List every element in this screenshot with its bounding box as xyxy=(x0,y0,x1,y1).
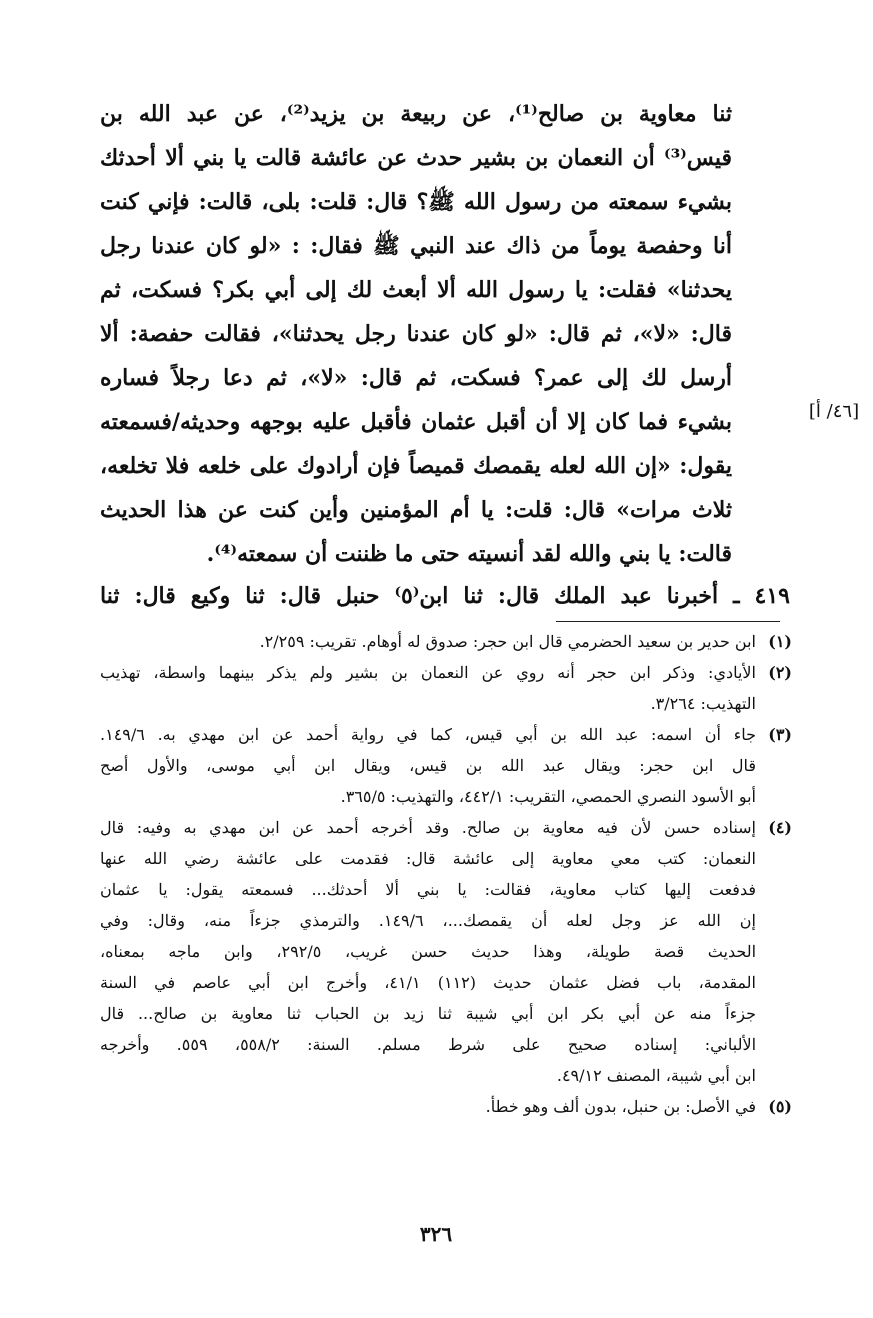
footnote-line: ابن حدير بن سعيد الحضرمي قال ابن حجر: صدوق له أوهام. تقريب: ٢/٢٥٩. xyxy=(259,632,756,651)
main-text-line: ثلاث مرات» قال: قلت: يا أم المؤمنين وأين كنت عن هذا الحديث xyxy=(100,497,732,523)
main-text-line: قالت: يا بني والله لقد أنسيته حتى ما ظننت أن سمعته⁽⁴⁾. xyxy=(206,541,732,567)
page-number: ٣٢٦ xyxy=(419,1222,453,1246)
footnotes xyxy=(100,626,792,1122)
footnote-line: النعمان: كتب معي معاوية إلى عائشة قال: فقدمت على عائشة رضي الله عنها xyxy=(100,849,756,868)
main-text-line: يقول: «إن الله لعله يقمصك قميصاً فإن أرادوك على خلعه فلا تخلعه، xyxy=(100,453,732,479)
footnote-line: الأيادي: وذكر ابن حجر أنه روي عن النعمان بن بشير ولم يذكر بينهما واسطة، تهذيب xyxy=(100,663,756,682)
footnote-line: جاء أن اسمه: عبد الله بن أبي قيس، كما في رواية أحمد عن ابن مهدي به. ١٤٩/٦. xyxy=(100,725,756,744)
footnote-line: إسناده حسن لأن فيه معاوية بن صالح. وقد أخرجه أحمد عن ابن مهدي به وفيه: قال xyxy=(100,818,756,837)
main-text-line: قيس⁽³⁾ أن النعمان بن بشير حدث عن عائشة قالت يا بني ألا أحدثك xyxy=(100,145,732,171)
main-text-line: أنا وحفصة يوماً من ذاك عند النبي ﷺ فقال: : «لو كان عندنا رجل xyxy=(100,233,732,259)
footnote-line: إن الله عز وجل لعله أن يقمصك...، ١٤٩/٦. والترمذي جزءاً منه، وقال: وفي xyxy=(100,911,756,930)
footnote-line: جزءاً منه عن أبي بكر ابن أبي شيبة ثنا زيد بن الحباب ثنا معاوية بن صالح... قال xyxy=(100,1004,756,1023)
footnote-number: (٥) xyxy=(768,1097,792,1116)
footnote-line: التهذيب: ٣/٢٦٤. xyxy=(650,694,756,713)
footnote-line: ابن أبي شيبة، المصنف ٤٩/١٢. xyxy=(556,1066,756,1085)
footnote-2 xyxy=(100,657,792,719)
main-text-line: بشيء سمعته من رسول الله ﷺ؟ قال: قلت: بلى، قالت: فإني كنت xyxy=(100,189,732,215)
footnote-number: (٢) xyxy=(768,663,792,682)
footnote-number: (٣) xyxy=(768,725,792,744)
footnote-number: (٤) xyxy=(768,818,792,837)
main-text-line: قال: «لا»، ثم قال: «لو كان عندنا رجل يحدثنا»، فقالت حفصة: ألا xyxy=(100,321,732,347)
footnote-line: أبو الأسود النصري الحمصي، التقريب: ٤٤٢/١، والتهذيب: ٣٦٥/٥. xyxy=(340,787,756,806)
footnote-divider xyxy=(556,621,780,622)
footnote-line: الحديث قصة طويلة، وهذا حديث حسن غريب، ٢٩٢/٥، وابن ماجه بمعناه، xyxy=(100,942,756,961)
main-text-line: أرسل لك إلى عمر؟ فسكت، ثم قال: «لا»، ثم دعا رجلاً فساره xyxy=(100,365,732,391)
footnote-5 xyxy=(100,1091,792,1122)
main-text-line: ثنا معاوية بن صالح⁽¹⁾، عن ربيعة بن يزيد⁽²⁾، عن عبد الله بن xyxy=(100,101,732,127)
footnote-line: قال ابن حجر: ويقال عبد الله بن قيس، ويقال ابن أبي موسى، والأول أصح xyxy=(100,756,756,775)
footnote-number: (١) xyxy=(768,632,792,651)
footnote-3 xyxy=(100,719,792,812)
footnote-line: في الأصل: بن حنبل، بدون ألف وهو خطأ. xyxy=(485,1097,756,1116)
footnote-line: فدفعت إليها كتاب معاوية، فقالت: يا بني ألا أحدثك... فسمعته يقول: يا عثمان xyxy=(100,880,756,899)
main-text-line: يحدثنا» فقلت: يا رسول الله ألا أبعث لك إلى أبي بكر؟ فسكت، ثم xyxy=(100,277,732,303)
margin-folio-reference: [٤٦/ أ] xyxy=(808,401,860,422)
footnote-line: المقدمة، باب فضل عثمان حديث (١١٢) ٤١/١، وأخرج ابن أبي عاصم في السنة xyxy=(100,973,756,992)
footnote-4 xyxy=(100,812,792,1091)
footnote-line: الألباني: إسناده صحيح على شرط مسلم. السنة: ٥٥٨/٢، ٥٥٩. وأخرجه xyxy=(100,1035,756,1054)
hadith-419-line: ٤١٩ ـ أخبرنا عبد الملك قال: ثنا ابن⁽٥⁾ حنبل قال: ثنا وكيع قال: ثنا xyxy=(100,583,790,609)
main-text-line: بشيء فما كان إلا أن أقبل عثمان فأقبل عليه بوجهه وحديثه/فسمعته xyxy=(100,409,732,435)
footnote-1 xyxy=(100,626,792,657)
main-text xyxy=(100,92,732,576)
